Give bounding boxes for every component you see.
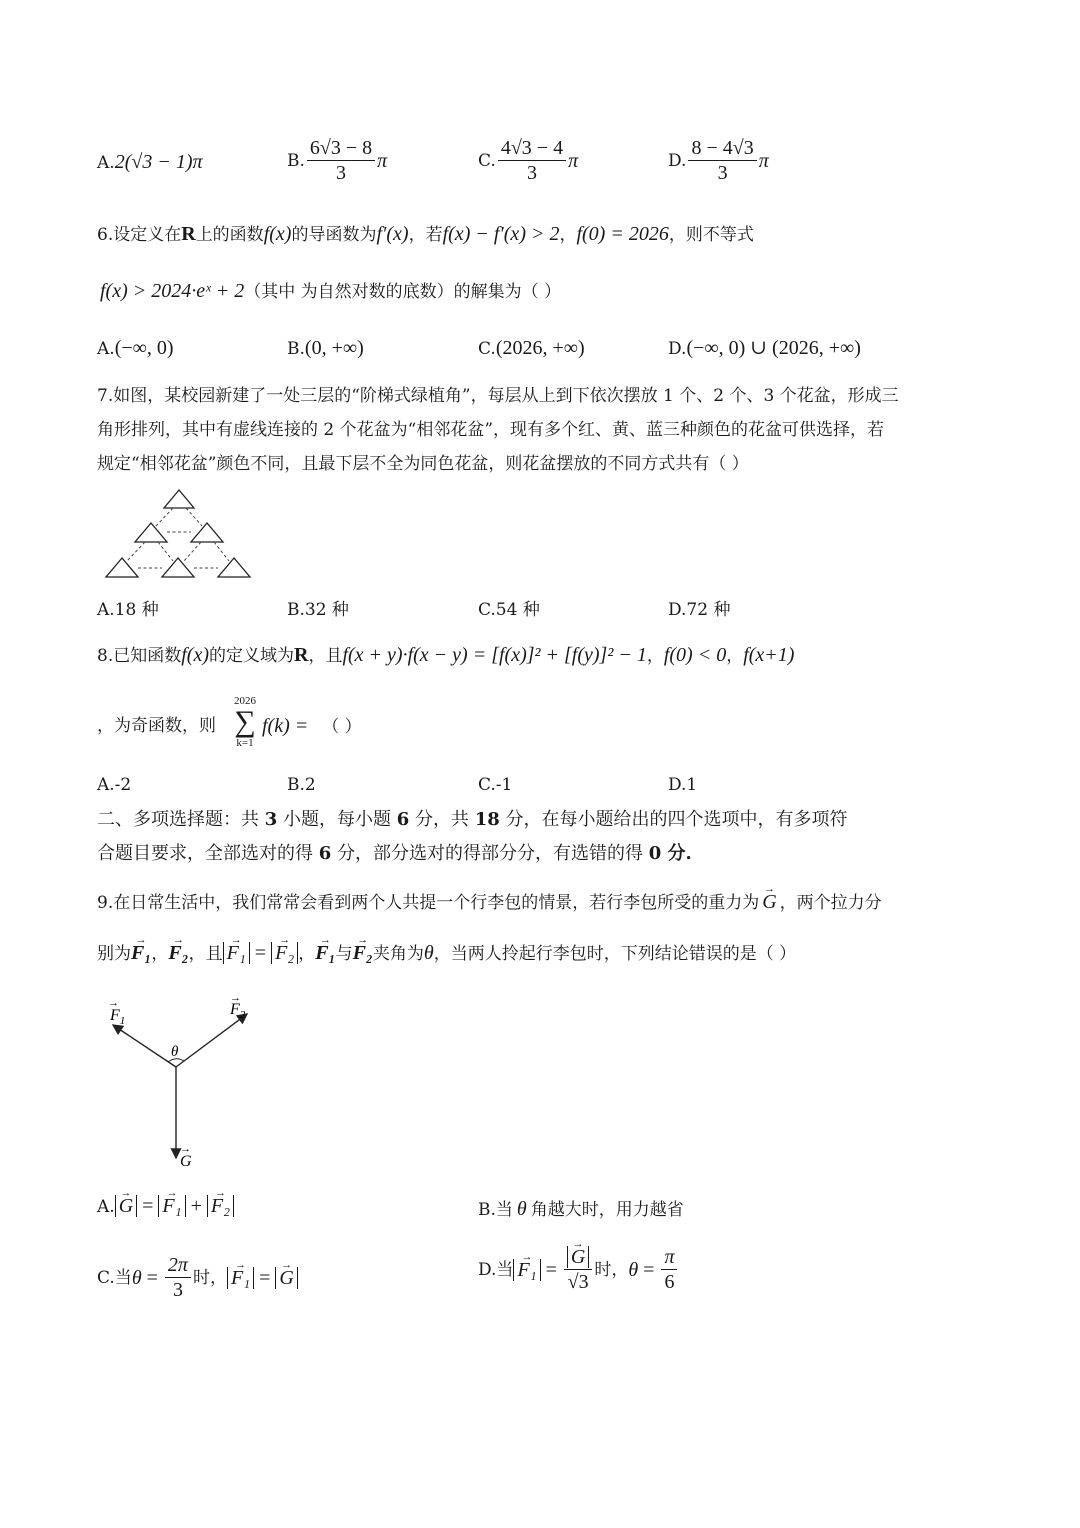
g-vector-mark: → bbox=[180, 1143, 191, 1155]
g-label: G bbox=[180, 1153, 192, 1170]
pot-bottom-left bbox=[106, 558, 138, 577]
q6-stem-line1: 6.设定义在R上的函数f(x)的导函数为f′(x)，若f(x) − f′(x) > 2，f(0) = 2026，则不等式 bbox=[97, 223, 754, 245]
q7-option-d: D.72 种 bbox=[668, 600, 731, 620]
f2-label: $F_2$ bbox=[230, 1001, 246, 1021]
pot-bottom-right bbox=[218, 558, 250, 577]
pot-mid-right bbox=[191, 523, 223, 542]
q5-option-c: C. $\frac{4√3 - 4}{3}$ π bbox=[478, 137, 579, 184]
q7-option-a: A.18 种 bbox=[97, 600, 159, 620]
q7-stem-line3: 规定“相邻花盆”颜色不同，且最下层不全为同色花盆，则花盆摆放的不同方式共有（ ） bbox=[97, 454, 749, 474]
f1-label: $F_1$ bbox=[110, 1007, 126, 1027]
q6-option-d: D.(−∞, 0) ∪ (2026, +∞) bbox=[668, 337, 861, 359]
q8-option-d: D.1 bbox=[668, 775, 698, 795]
section2-header-line2: 合题目要求，全部选对的得 6 分，部分选对的得部分分，有选错的得 0 分. bbox=[97, 843, 692, 864]
q9-force-diagram bbox=[100, 990, 270, 1175]
q6-option-c: C.(2026, +∞) bbox=[478, 337, 585, 359]
q5-option-d: D. $\frac{8 - 4√3}{3}$ π bbox=[668, 137, 769, 184]
pot-bottom-mid bbox=[162, 558, 194, 577]
q7-option-c: C.54 种 bbox=[478, 600, 540, 620]
q7-option-b: B.32 种 bbox=[287, 600, 349, 620]
q8-sum-expression: f(k) = （ ） bbox=[262, 715, 362, 737]
q8-summation: 2026 ∑ k=1 bbox=[234, 695, 256, 749]
q9-stem-line2: 别为→ F₁，→ F₂，且→ F₁ = → F₂ ，→ F₁与→ F₂夹角为θ，当两人拎起行李包时，下列结论错误的是（ ） bbox=[97, 941, 796, 966]
q9-option-c: C.当θ = $\frac{2\pi}{3}$ 时，→ F₁ = → G bbox=[97, 1254, 298, 1302]
q8-stem-line1: 8.已知函数f(x)的定义域为R，且f(x + y)·f(x − y) = [f(x)]² + [f(y)]² − 1，f(0) < 0，f(x+1) bbox=[97, 644, 795, 666]
q6-option-b: B.(0, +∞) bbox=[287, 337, 364, 359]
q9-option-a: A.→ G = → F₁ + → F₂ bbox=[97, 1194, 234, 1219]
theta-label: θ bbox=[171, 1044, 179, 1060]
q8-option-c: C.-1 bbox=[478, 775, 513, 795]
q8-option-a: A.-2 bbox=[97, 775, 132, 795]
section2-header-line1: 二、多项选择题：共 3 小题，每小题 6 分，共 18 分，在每小题给出的四个选项中，有多项符 bbox=[97, 809, 848, 830]
pot-top bbox=[164, 490, 194, 508]
q7-flowerpot-diagram bbox=[100, 486, 260, 582]
q5-option-a: A.2(√3 − 1)π bbox=[97, 151, 203, 173]
q6-stem-line2: f(x) > 2024·eˣ + 2（其中 为自然对数的底数）的解集为（ ） bbox=[100, 280, 562, 302]
q9-option-b: B.当 θ 角越大时，用力越省 bbox=[478, 1198, 684, 1220]
q8-stem-line2-prefix: ，为奇函数，则 bbox=[97, 716, 216, 736]
f1-vector-mark: → bbox=[108, 997, 119, 1009]
q9-stem-line1: 9.在日常生活中，我们常常会看到两个人共提一个行李包的情景，若行李包所受的重力为→ G ，两个拉力分 bbox=[97, 890, 882, 915]
q6-option-a: A.(−∞, 0) bbox=[97, 337, 174, 359]
q7-stem-line1: 7.如图，某校园新建了一处三层的“阶梯式绿植角”，每层从上到下依次摆放 1 个、2 个、3 个花盆，形成三 bbox=[97, 386, 899, 406]
q5-option-b: B. $\frac{6√3 - 8}{3}$ π bbox=[287, 137, 388, 184]
q8-option-b: B.2 bbox=[287, 775, 316, 795]
q9-option-d: D.当→ F₁ = → $\frac{G}{√3}$ 时，θ = $\frac{\pi}{6}$ bbox=[478, 1246, 679, 1294]
pot-mid-left bbox=[135, 523, 167, 542]
f2-vector-mark: → bbox=[230, 992, 241, 1004]
q7-stem-line2: 角形排列，其中有虚线连接的 2 个花盆为“相邻花盆”，现有多个红、黄、蓝三种颜色的花盆可供选择，若 bbox=[97, 420, 885, 440]
force-f2-arrow bbox=[176, 1014, 247, 1067]
force-f1-arrow bbox=[113, 1025, 176, 1067]
